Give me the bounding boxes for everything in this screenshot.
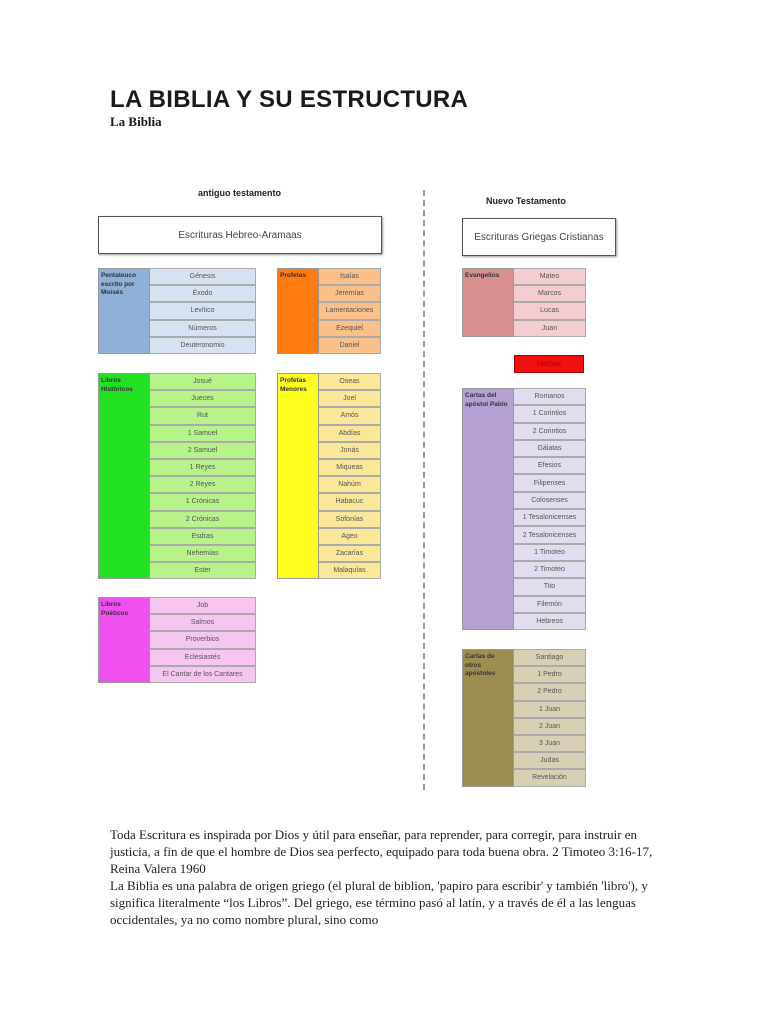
book-cell: Amós: [319, 407, 381, 424]
group-label: Cartas del apóstol Pablo: [462, 388, 514, 630]
book-cell: Números: [150, 320, 256, 337]
book-cell: 2 Juan: [514, 718, 586, 735]
body-text: [110, 826, 670, 928]
group-pentateuco: [98, 268, 256, 354]
book-cell: Abdías: [319, 425, 381, 442]
group-poeticos: [98, 597, 256, 683]
book-cell: Mateo: [514, 268, 586, 285]
book-cell: Deuteronomio: [150, 337, 256, 354]
group-historicos: [98, 373, 256, 579]
book-cell: Job: [150, 597, 256, 614]
book-cell: Eclesiastés: [150, 649, 256, 666]
book-list: [319, 373, 381, 579]
book-list: [150, 373, 256, 579]
book-cell: Lamentaciones: [319, 302, 381, 319]
testament-divider: [423, 190, 425, 790]
book-cell: Miqueas: [319, 459, 381, 476]
book-cell: 2 Samuel: [150, 442, 256, 459]
book-cell: Joel: [319, 390, 381, 407]
book-cell: Revelación: [514, 769, 586, 786]
book-cell: Jueces: [150, 390, 256, 407]
etymology-paragraph: La Biblia es una palabra de origen griego (el plural de biblion, 'papiro para escribir' y también 'libro'), y significa literalmente “los Libros”. Del griego, ese término pasó al latín, y a través de él a las lenguas occidentales, ya no como nombre plural, sino como: [110, 878, 648, 927]
book-cell: 1 Reyes: [150, 459, 256, 476]
nt-heading: Nuevo Testamento: [486, 196, 566, 206]
book-list: [150, 268, 256, 354]
book-cell: Tito: [514, 578, 586, 595]
book-cell: Levítico: [150, 302, 256, 319]
book-cell: Nahúm: [319, 476, 381, 493]
group-label: Profetas: [277, 268, 319, 354]
book-cell: 1 Juan: [514, 701, 586, 718]
nt-scripture-box: Escrituras Griegas Cristianas: [462, 218, 616, 256]
book-cell: 1 Samuel: [150, 425, 256, 442]
book-cell: Jeremías: [319, 285, 381, 302]
ot-scripture-box: Escrituras Hebreo-Aramaas: [98, 216, 382, 254]
book-list: [514, 268, 586, 337]
book-cell: Josué: [150, 373, 256, 390]
book-cell: Lucas: [514, 302, 586, 319]
book-cell: 1 Pedro: [514, 666, 586, 683]
book-cell: Santiago: [514, 649, 586, 666]
book-cell: Ezequiel: [319, 320, 381, 337]
group-evangelios: [462, 268, 586, 337]
book-cell: Esdras: [150, 528, 256, 545]
group-label: Profetas Menores: [277, 373, 319, 579]
book-cell: Ageo: [319, 528, 381, 545]
group-profetas-mayores: [277, 268, 381, 354]
book-cell: Efesios: [514, 457, 586, 474]
book-list: [514, 388, 586, 630]
book-cell: Génesis: [150, 268, 256, 285]
book-cell: Oseas: [319, 373, 381, 390]
book-cell: Juan: [514, 320, 586, 337]
book-cell: Proverbios: [150, 631, 256, 648]
book-cell: 1 Corintios: [514, 405, 586, 422]
page-subtitle: La Biblia: [110, 114, 162, 129]
book-cell: Ester: [150, 562, 256, 579]
ot-heading: antiguo testamento: [198, 188, 282, 198]
book-cell: Nehemías: [150, 545, 256, 562]
book-cell: 2 Crónicas: [150, 511, 256, 528]
book-cell: Sofonías: [319, 511, 381, 528]
group-profetas-menores: [277, 373, 381, 579]
group-cartas-otros: [462, 649, 586, 787]
group-label: Pentateuco escrito por Moisés: [98, 268, 150, 354]
book-cell: 1 Crónicas: [150, 493, 256, 510]
book-cell: Habacuc: [319, 493, 381, 510]
book-cell: 2 Timoteo: [514, 561, 586, 578]
book-cell: Salmos: [150, 614, 256, 631]
book-cell: Gálatas: [514, 440, 586, 457]
book-cell: Marcos: [514, 285, 586, 302]
verse-paragraph: Toda Escritura es inspirada por Dios y útil para enseñar, para reprender, para corregir, para instruir en justicia, a fin de que el hombre de Dios sea perfecto, equipado para toda buena obra. 2 Timoteo 3:16-17, Reina Valera 1960: [110, 827, 653, 876]
group-label: Evangelios: [462, 268, 514, 337]
book-cell: Zacarías: [319, 545, 381, 562]
group-label: Libros Históricos: [98, 373, 150, 579]
book-cell: 1 Timoteo: [514, 544, 586, 561]
book-cell: Colosenses: [514, 492, 586, 509]
book-cell: Filipenses: [514, 474, 586, 491]
book-list: [319, 268, 381, 354]
book-cell: 2 Corintios: [514, 423, 586, 440]
hechos-badge: Hechos: [514, 355, 584, 373]
book-cell: 2 Pedro: [514, 683, 586, 700]
group-label: Cartas de otros apóstoles: [462, 649, 514, 787]
book-cell: Isaías: [319, 268, 381, 285]
page-title: LA BIBLIA Y SU ESTRUCTURA: [110, 86, 469, 113]
book-list: [150, 597, 256, 683]
group-label: Libros Poéticos: [98, 597, 150, 683]
book-cell: Hebreos: [514, 613, 586, 630]
book-cell: Éxodo: [150, 285, 256, 302]
book-cell: Jonás: [319, 442, 381, 459]
book-cell: Daniel: [319, 337, 381, 354]
book-cell: Rut: [150, 407, 256, 424]
book-cell: 2 Reyes: [150, 476, 256, 493]
book-cell: Judas: [514, 752, 586, 769]
book-cell: Filemón: [514, 596, 586, 613]
book-cell: Romanos: [514, 388, 586, 405]
book-cell: El Cantar de los Cantares: [150, 666, 256, 683]
book-list: [514, 649, 586, 787]
book-cell: 3 Juan: [514, 735, 586, 752]
book-cell: 2 Tesalonicenses: [514, 526, 586, 543]
group-cartas-pablo: [462, 388, 586, 630]
book-cell: Malaquías: [319, 562, 381, 579]
book-cell: 1 Tesalonicenses: [514, 509, 586, 526]
